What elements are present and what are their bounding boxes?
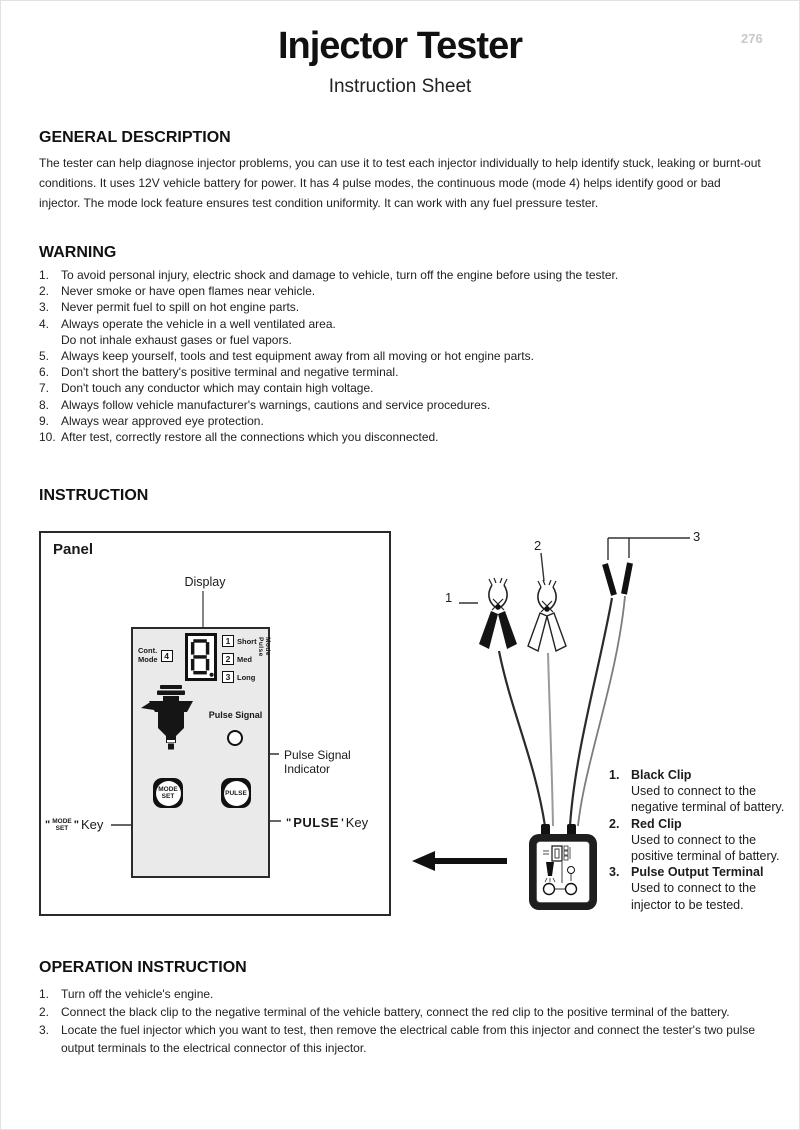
page-title: Injector Tester [277,25,523,67]
legend-item-title: 3. Pulse Output Terminal [609,865,764,880]
warning-section [39,244,769,445]
instruction-diagram [1,521,800,961]
warning-item: 10. After test, correctly restore all the connections which you disconnected. [39,430,439,445]
instruction-heading: INSTRUCTION [39,487,149,504]
continuous-mode-label: Cont. Mode 4 [138,647,173,664]
callout-1: 1 [445,590,453,605]
legend-item-line: Used to connect to the [631,881,757,896]
seven-segment-display [185,633,217,681]
legend-item-title: 2. Red Clip [609,816,682,831]
mode-set-key-label: " MODE SET " Key [45,817,104,832]
warning-item: 4. Always operate the vehicle in a well ventilated area. [39,316,336,331]
warning-item: 8. Always follow vehicle manufacturer's warnings, cautions and service procedures. [39,397,491,412]
warning-item: 5. Always keep yourself, tools and test equipment away from all moving or hot engine parts. [39,349,534,364]
mode-set-button: MODE SET [153,778,183,808]
digit-8-icon [189,637,214,678]
warning-item: 9. Always wear approved eye protection. [39,413,264,428]
warning-item: 2. Never smoke or have open flames near vehicle. [39,284,316,299]
legend-item-line: injector to be tested. [631,897,744,912]
legend [609,767,789,913]
general-description-heading: GENERAL DESCRIPTION [39,129,231,146]
pulse-signal-label: Pulse Signal [208,710,263,720]
pulse-output-terminals-icon [605,563,630,595]
page-number: 276 [741,31,763,46]
operation-item: 1. Turn off the vehicle's engine. [39,987,214,1001]
callout-2: 2 [534,538,542,553]
black-clip-icon [479,578,517,649]
red-clip-wire [548,653,553,826]
legend-item-line: Used to connect to the [631,832,757,847]
operation-item: 3. Locate the fuel injector which you want to test, then remove the electrical cable from this injector and connect the tester's two pulse output terminals to the electrical connector of this injector. [39,1023,755,1055]
pulse-mode-vertical-label: Pulse Mode [257,637,271,657]
page-subtitle: Instruction Sheet [328,76,472,97]
tester-device-icon [529,824,597,910]
mode-3-item: 3 Long [222,671,255,683]
header [1,25,799,98]
mode-2-item: 2 Med [222,653,252,665]
injector-icon [141,685,201,756]
warning-item: 3. Never permit fuel to spill on hot engine parts. [39,300,300,315]
black-clip-wire [499,651,545,826]
terminal-wire-a [570,598,612,826]
warning-item: 1. To avoid personal injury, electric shock and damage to vehicle, turn off the engine before using the tester. [39,268,619,282]
legend-item-line: Used to connect to the [631,784,757,799]
red-clip-icon [528,580,566,651]
warning-item: 6. Don't short the battery's positive terminal and negative terminal. [39,365,399,380]
operation-list [39,985,777,1057]
warning-item-continuation: Do not inhale exhaust gases or fuel vapors. [61,332,292,347]
operation-instruction-heading: OPERATION INSTRUCTION [39,959,247,976]
operation-instruction-section [39,959,777,1057]
warning-list [39,267,769,445]
legend-item-line: positive terminal of battery. [631,849,780,864]
legend-item-title: 1. Black Clip [609,768,692,782]
panel-diagram [39,531,391,916]
mode-4-box: 4 [161,650,173,662]
callout-3: 3 [693,529,701,544]
operation-item: 2. Connect the black clip to the negative terminal of the vehicle battery, connect the red clip to the positive terminal of the battery. [39,1005,730,1019]
arrow-left-icon [412,851,507,871]
pulse-signal-indicator-label: Pulse Signal Indicator [284,748,351,776]
pulse-key-label: " PULSE ' Key [286,815,369,830]
pulse-signal-indicator-led [227,730,243,746]
general-description-section [39,129,765,213]
warning-item: 7. Don't touch any conductor which may contain high voltage. [39,381,374,396]
panel-label: Panel [53,541,94,558]
display-label: Display [184,575,226,589]
pulse-button: PULSE [221,778,251,808]
warning-heading: WARNING [39,244,117,261]
mode-1-item: 1 Short [222,635,257,647]
legend-item-line: negative terminal of battery. [631,800,785,815]
general-description-body: The tester can help diagnose injector problems, you can use it to test each injector individually to help identify stuck, leaking or burnt-out conditions. It uses 12V vehicle battery for power. It has 4 pulse modes, the continuous mode (mode 4) helps identify good or bad injector. The mode lock feature ensures test condition uniformity. It can work with any fuel pressure tester. [39,156,761,210]
